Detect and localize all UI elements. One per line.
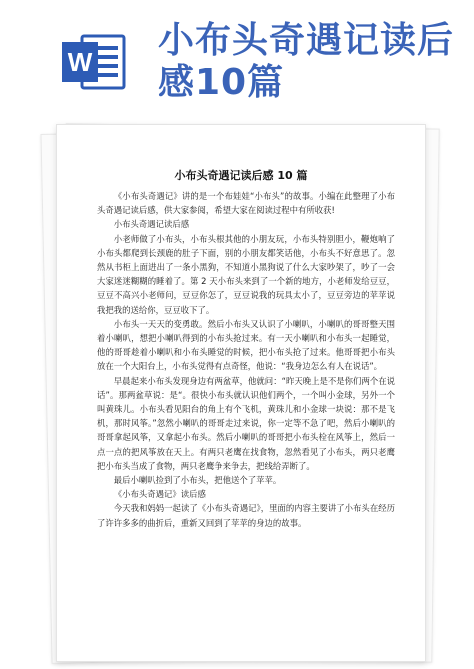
- document-title: 小布头奇遇记读后感 10 篇: [174, 169, 308, 182]
- document-page: [56, 124, 426, 662]
- paragraph: 最后小喇叭捡到了小布头，把他送个了苹苹。: [113, 475, 282, 486]
- header-banner: [0, 0, 474, 118]
- word-document-icon: [60, 28, 128, 96]
- paragraph: 小布头奇遇记读后感: [113, 219, 190, 230]
- paragraph: 小老师做了小布头，小布头根其他的小朋友玩，小布头特别胆小，鞭炮响了小布头都爬到长颈鹿的肚子下面，别的小朋友都笑话他，小布头不好意思了。忽然从书柜上面进出了一条小黑狗，不知道小黑狗说了什么大家吵架了，吵了一会大家迷迷糊糊的睡着了。第 2 天小布头来到了一个新的地方，小老师发给豆豆，豆豆不高兴小老师问，豆豆你怎了，豆豆说我的玩具太小了，豆豆旁边的苹苹说我把我的送给你，豆豆收下了。: [97, 233, 395, 315]
- paragraph: 今天我和妈妈一起读了《小布头奇遇记》，里面的内容主要讲了小布头在经历了许许多多的曲折后，重新又回到了苹苹的身边的故事。: [97, 503, 395, 528]
- paragraph: 小布头一天天的变勇敢。然后小布头又认识了小喇叭，小喇叭的哥哥整天围着小喇叭，想把小喇叭得到的小布头抢过来。有一天小喇叭和小布头一起睡觉，他的哥哥趁着小喇叭和小布头睡觉的时候，把小布头抢了过来。他哥哥把小布头放在一个大阳台上，小布头觉得有点奇怪，他说：“我身边怎么有人在说话”。: [97, 318, 395, 372]
- paragraph: 早晨起来小布头发现身边有两盆草，他就问：“昨天晚上是不是你们两个在说话”。那两盆草说：是“。很快小布头就认识他们两个，一个叫小金球，另外一个叫黄珠儿。小布头看见阳台的角上有个飞机，黄珠儿和小金球一块说：那不是飞机，那时风筝。”忽然小喇叭的哥哥走过来说，你一定等不急了吧，然后小喇叭的哥哥拿起风筝，又拿起小布头。然后小喇叭的哥哥把小布头栓在风筝上，然后一点一点的把风筝放在天上。有两只老鹰在找食物，忽然看见了小布头，两只老鹰把小布头当成了食物，两只老鹰争来争去，把线给弄断了。: [97, 375, 395, 471]
- page-title: 小布头奇遇记读后感10篇: [158, 20, 455, 103]
- paragraph: 《小布头奇遇记》读后感: [113, 489, 206, 500]
- word-icon-letter: W: [67, 47, 93, 77]
- document-body: [97, 189, 395, 530]
- paragraph: 《小布头奇遇记》讲的是一个布娃娃“小布头”的故事。小编在此整理了小布头奇遇记读后感，供大家参阅，希望大家在阅读过程中有所收获!: [97, 191, 395, 216]
- document-preview: [52, 124, 432, 664]
